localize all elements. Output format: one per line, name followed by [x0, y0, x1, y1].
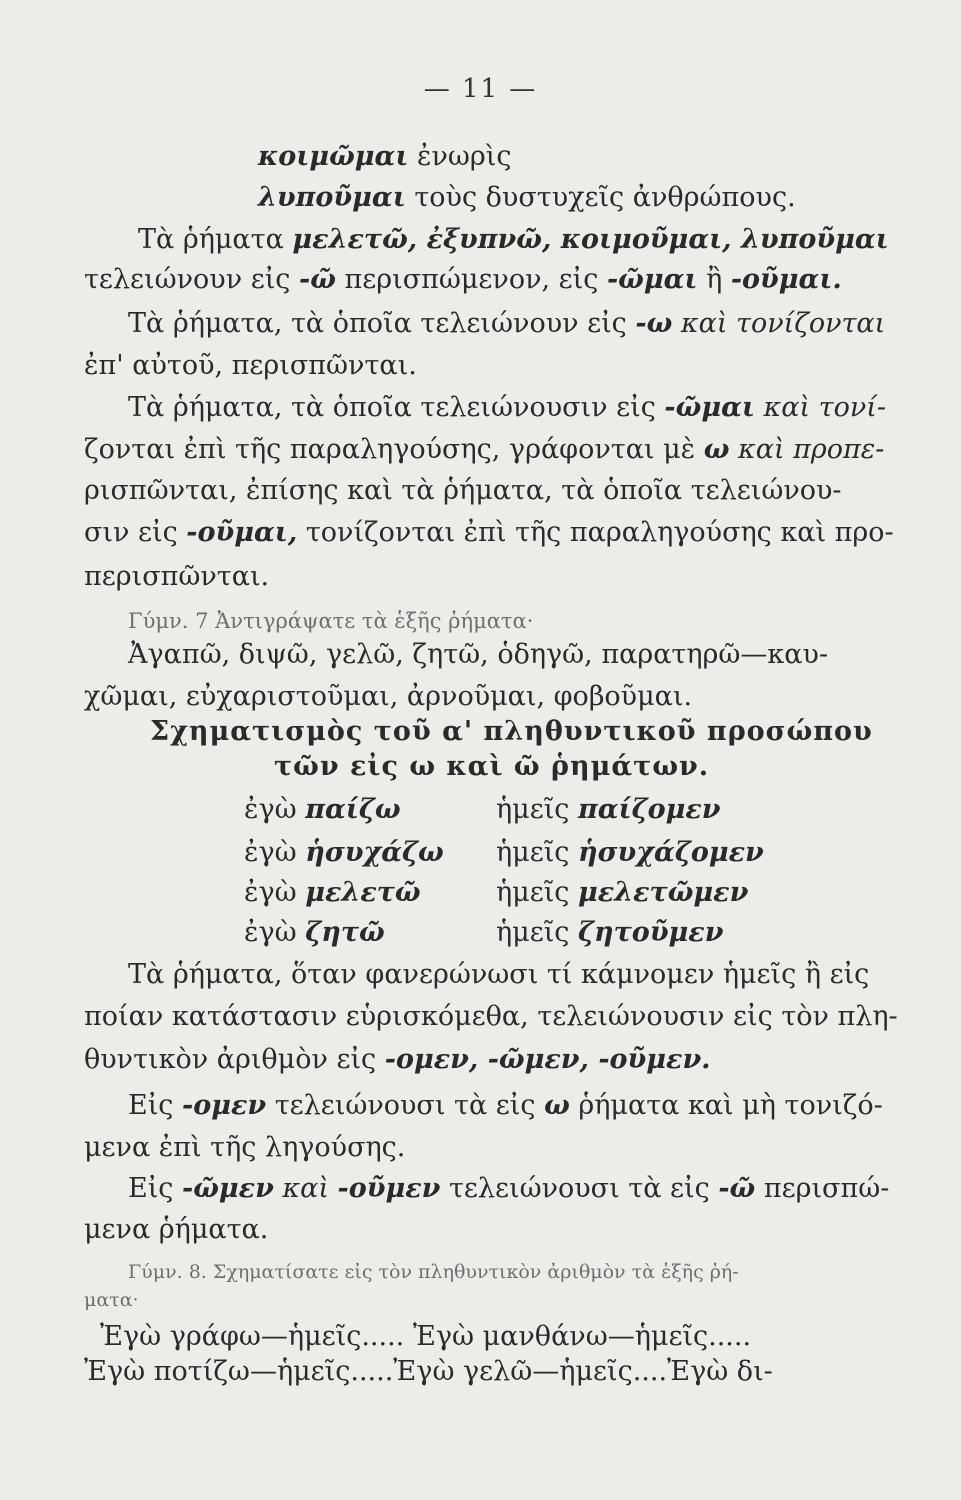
- rule6-line-2: μενα ῥήματα.: [84, 1214, 269, 1245]
- rule5-line-2: μενα ἐπὶ τῆς ληγούσης.: [84, 1132, 406, 1163]
- example-line-2: λυποῦμαι τοὺς δυστυχεῖς ἀνθρώπους.: [258, 182, 796, 213]
- conjugation-plural-1: ἡμεῖς παίζομεν: [496, 794, 721, 825]
- rule4-line-2: ποίαν κατάστασιν εὑρισκόμεθα, τελειώνουσιν εἰς τὸν πλη-: [84, 1001, 898, 1032]
- section-heading-line-2: τῶν εἰς ω καὶ ῶ ῥημάτων.: [274, 751, 710, 782]
- exercise8-line-3: Ἐγὼ γράφω—ἡμεῖς..... Ἐγὼ μανθάνω—ἡμεῖς.....: [100, 1321, 752, 1352]
- conjugation-plural-4: ἡμεῖς ζητοῦμεν: [496, 917, 724, 948]
- exercise7-line-2: χῶμαι, εὐχαριστοῦμαι, ἀρνοῦμαι, φοβοῦμαι.: [84, 681, 693, 712]
- rule3-line-4: σιν εἰς -οῦμαι, τονίζονται ἐπὶ τῆς παραληγούσης καὶ προ-: [84, 517, 894, 548]
- rule6-line-1: Εἰς -ῶμεν καὶ -οῦμεν τελειώνουσι τὰ εἰς -ῶ περισπώ-: [128, 1173, 890, 1204]
- rule3-line-1: Τὰ ῥήματα, τὰ ὁποῖα τελειώνουσιν εἰς -ῶμαι καὶ τονί-: [128, 392, 886, 423]
- rule3-line-3: ρισπῶνται, ἐπίσης καὶ τὰ ῥήματα, τὰ ὁποῖα τελειώνου-: [84, 475, 842, 506]
- rule3-line-5: περισπῶνται.: [84, 561, 270, 592]
- rule3-line-2: ζονται ἐπὶ τῆς παραληγούσης, γράφονται μὲ ω καὶ προπε-: [84, 434, 885, 465]
- rule1-line-2: τελειώνουν εἰς -ῶ περισπώμενον, εἰς -ῶμαι ἢ -οῦμαι.: [84, 264, 842, 295]
- rule1-line-1: Τὰ ῥήματα μελετῶ, ἐξυπνῶ, κοιμοῦμαι, λυποῦμαι: [138, 224, 889, 255]
- rule2-line-2: ἐπ' αὐτοῦ, περισπῶνται.: [84, 350, 417, 381]
- example-line-1: κοιμῶμαι ἐνωρὶς: [258, 141, 512, 172]
- conjugation-singular-3: ἐγὼ μελετῶ: [244, 877, 421, 908]
- exercise8-line-4: Ἐγὼ ποτίζω—ἡμεῖς.....Ἐγὼ γελῶ—ἡμεῖς....Ἐγὼ δι-: [84, 1356, 773, 1387]
- conjugation-singular-2: ἐγὼ ἡσυχάζω: [244, 837, 444, 868]
- conjugation-singular-4: ἐγὼ ζητῶ: [244, 917, 385, 948]
- exercise7-line-1: Ἀγαπῶ, διψῶ, γελῶ, ζητῶ, ὁδηγῶ, παρατηρῶ—καυ-: [128, 639, 829, 670]
- exercise8-line-1: Γύμν. 8. Σχηματίσατε εἰς τὸν πληθυντικὸν ἀριθμὸν τὰ ἑξῆς ῥή-: [128, 1261, 739, 1283]
- conjugation-plural-2: ἡμεῖς ἡσυχάζομεν: [496, 837, 764, 868]
- conjugation-singular-1: ἐγὼ παίζω: [244, 794, 401, 825]
- section-heading-line-1: Σχηματισμὸς τοῦ α' πληθυντικοῦ προσώπου: [150, 716, 873, 747]
- exercise8-line-2: ματα·: [84, 1289, 139, 1311]
- rule4-line-1: Τὰ ῥήματα, ὅταν φανερώνωσι τί κάμνομεν ἡμεῖς ἢ εἰς: [128, 959, 870, 990]
- exercise7-title: Γύμν. 7 Ἀντιγράψατε τὰ ἑξῆς ῥήματα·: [128, 609, 534, 633]
- rule2-line-1: Τὰ ῥήματα, τὰ ὁποῖα τελειώνουν εἰς -ω καὶ τονίζονται: [128, 308, 886, 339]
- rule5-line-1: Εἰς -ομεν τελειώνουσι τὰ εἰς ω ῥήματα καὶ μὴ τονιζό-: [128, 1090, 883, 1121]
- page-number: — 11 —: [423, 74, 538, 104]
- conjugation-plural-3: ἡμεῖς μελετῶμεν: [496, 877, 749, 908]
- rule4-line-3: θυντικὸν ἀριθμὸν εἰς -ομεν, -ῶμεν, -οῦμεν.: [84, 1044, 711, 1075]
